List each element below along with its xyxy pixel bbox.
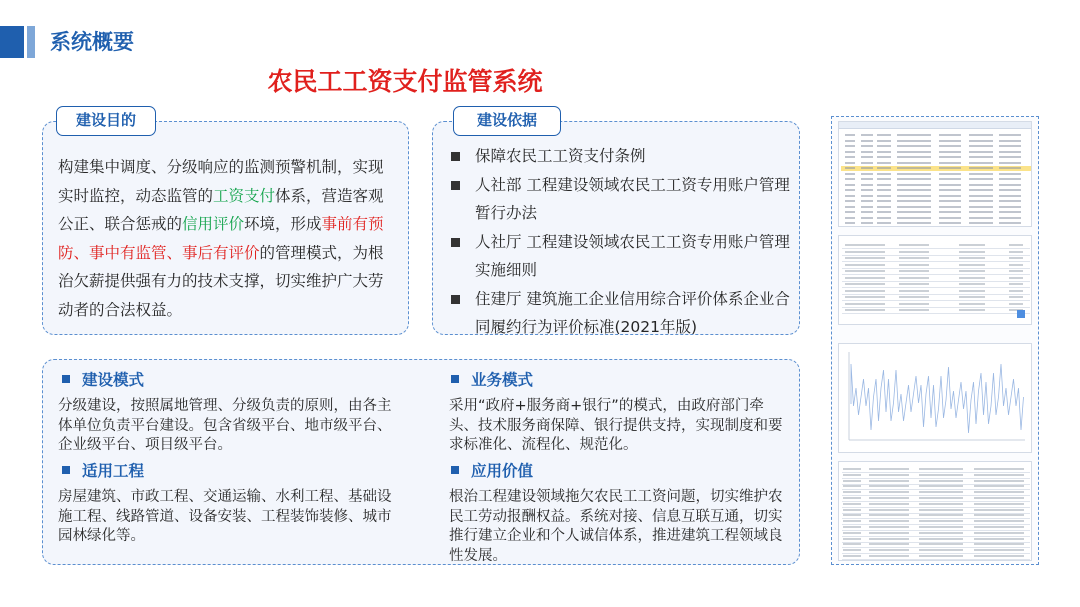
screenshot-cell [974, 491, 1024, 493]
screenshot-cell [897, 211, 931, 213]
screenshot-cell [919, 543, 963, 545]
screenshot-cell [974, 532, 1024, 534]
screenshot-cell [999, 173, 1021, 175]
screenshot-cell [939, 217, 961, 219]
screenshot-cell [969, 206, 993, 208]
screenshot-cell [969, 189, 993, 191]
screenshot-cell [974, 514, 1024, 516]
screenshot-cell [861, 173, 873, 175]
purpose-highlight-mode: 事前有预防、事中有监管、事后有评价 [58, 215, 384, 262]
screenshot-row-line [842, 268, 1030, 269]
screenshot-cell [999, 162, 1021, 164]
screenshot-cell [899, 303, 929, 305]
screenshot-cell [959, 290, 985, 292]
screenshot-cell [861, 167, 873, 169]
screenshot-cell [877, 217, 891, 219]
bullet-square-icon [451, 295, 460, 304]
screenshot-cell [843, 555, 861, 557]
screenshot-cell [869, 538, 909, 540]
screenshot-cell [869, 549, 909, 551]
screenshot-cell [897, 222, 931, 224]
screenshot-cell [999, 145, 1021, 147]
screenshot-record-list [838, 235, 1032, 325]
screenshot-cell [1009, 303, 1023, 305]
screenshot-cell [974, 509, 1024, 511]
screenshot-cell [969, 173, 993, 175]
screenshot-cell [999, 200, 1021, 202]
screenshot-cell [845, 244, 885, 246]
screenshot-row-line [842, 287, 1030, 288]
screenshot-cell [877, 189, 891, 191]
screenshot-cell [939, 206, 961, 208]
screenshot-cell [877, 222, 891, 224]
basis-item-text: 住建厅 建筑施工企业信用综合评价体系企业合同履约行为评价标准(2021年版) [475, 289, 790, 336]
bullet-square-icon [451, 152, 460, 161]
screenshot-pager-icon [1017, 310, 1025, 318]
screenshot-cell [843, 503, 861, 505]
screenshot-cell [1009, 257, 1023, 259]
screenshot-cell [877, 184, 891, 186]
screenshot-cell [1009, 290, 1023, 292]
screenshot-cell [939, 145, 961, 147]
purpose-label: 建设目的 [56, 106, 156, 136]
bullet-square-icon [451, 238, 460, 247]
screenshot-cell [959, 309, 985, 311]
screenshot-cell [861, 162, 873, 164]
basis-item-text: 人社厅 工程建设领域农民工工资专用账户管理实施细则 [475, 232, 790, 279]
purpose-segment: 构建集中调度、分级响应的监测预警机制，实现实时监控，动态监管的 [58, 158, 384, 205]
screenshot-cell [919, 480, 963, 482]
screenshot-cell [899, 283, 929, 285]
screenshot-toolbar [839, 122, 1031, 129]
screenshot-cell [877, 162, 891, 164]
screenshot-cell [869, 480, 909, 482]
screenshot-cell [919, 468, 963, 470]
purpose-highlight-credit: 信用评价 [182, 215, 245, 233]
screenshot-cell [861, 189, 873, 191]
applicable-projects-heading [62, 459, 144, 483]
screenshot-cell [845, 283, 885, 285]
screenshot-cell [861, 178, 873, 180]
screenshot-cell [899, 296, 929, 298]
screenshot-cell [845, 189, 855, 191]
screenshot-cell [869, 474, 909, 476]
screenshot-cell [899, 270, 929, 272]
construction-mode-title: 建设模式 [82, 371, 145, 389]
screenshot-cell [897, 162, 931, 164]
application-value-heading [451, 459, 533, 483]
screenshot-cell [919, 497, 963, 499]
screenshot-cell [843, 532, 861, 534]
screenshot-cell [869, 520, 909, 522]
screenshot-cell [845, 173, 855, 175]
screenshot-cell [845, 195, 855, 197]
screenshot-cell [869, 468, 909, 470]
screenshot-cell [974, 474, 1024, 476]
screenshot-cell [843, 485, 861, 487]
screenshot-cell [877, 140, 891, 142]
screenshot-cell [877, 167, 891, 169]
basis-item [449, 285, 791, 342]
screenshot-cell [897, 145, 931, 147]
screenshot-cell [845, 309, 885, 311]
screenshot-row-line [842, 294, 1030, 295]
screenshot-cell [969, 140, 993, 142]
screenshot-cell [897, 189, 931, 191]
applicable-projects-body: 房屋建筑、市政工程、交通运输、水利工程、基础设施工程、线路管道、设备安装、工程装饰装修、城市园林绿化等。 [58, 489, 392, 544]
screenshot-cell [861, 145, 873, 147]
screenshot-cell [897, 184, 931, 186]
screenshot-cell [969, 211, 993, 213]
basis-item-text: 保障农民工工资支付条例 [475, 147, 646, 165]
screenshot-cell [939, 195, 961, 197]
screenshot-cell [919, 526, 963, 528]
screenshot-cell [861, 184, 873, 186]
screenshot-cell [877, 145, 891, 147]
screenshot-cell [974, 526, 1024, 528]
screenshot-cell [959, 296, 985, 298]
screenshot-cell [969, 222, 993, 224]
purpose-segment: 的管理模式，为根治欠薪提供强有力的技术支撑，切实维护广大劳动者的合法权益。 [58, 243, 384, 319]
basis-item [449, 142, 791, 171]
screenshot-cell [843, 520, 861, 522]
screenshot-cell [869, 526, 909, 528]
screenshot-cell [845, 296, 885, 298]
screenshot-cell [843, 491, 861, 493]
screenshot-evaluation-form [838, 461, 1032, 561]
screenshot-cell [939, 173, 961, 175]
screenshot-cell [999, 156, 1021, 158]
screenshot-cell [939, 134, 961, 136]
application-value-body: 根治工程建设领域拖欠农民工工资问题，切实维护农民工劳动报酬权益。系统对接、信息互联互通，切实推行建立企业和个人诚信体系，推进建筑工程领域良性发展。 [449, 489, 783, 564]
screenshot-cell [999, 140, 1021, 142]
screenshot-cell [845, 140, 855, 142]
bullet-square-icon [62, 375, 70, 383]
screenshot-cell [899, 290, 929, 292]
basis-label: 建设依据 [453, 106, 561, 136]
screenshot-cell [845, 257, 885, 259]
screenshot-row-line [842, 281, 1030, 282]
screenshot-cell [919, 532, 963, 534]
business-mode-heading [451, 368, 533, 392]
screenshot-cell [899, 264, 929, 266]
screenshot-cell [969, 178, 993, 180]
screenshot-cell [1009, 251, 1023, 253]
screenshot-cell [959, 251, 985, 253]
screenshot-cell [861, 217, 873, 219]
bullet-square-icon [62, 466, 70, 474]
screenshot-cell [959, 257, 985, 259]
screenshot-cell [869, 497, 909, 499]
screenshot-cell [861, 222, 873, 224]
screenshot-cell [899, 251, 929, 253]
screenshot-cell [959, 277, 985, 279]
screenshot-cell [861, 134, 873, 136]
screenshot-cell [939, 140, 961, 142]
screenshot-row-line [842, 261, 1030, 262]
screenshot-cell [845, 134, 855, 136]
purpose-text [58, 153, 398, 324]
screenshot-cell [897, 217, 931, 219]
screenshot-cell [845, 206, 855, 208]
application-value-title: 应用价值 [471, 462, 534, 480]
screenshot-cell [861, 151, 873, 153]
screenshot-cell [939, 178, 961, 180]
screenshot-cell [897, 206, 931, 208]
screenshot-cell [939, 167, 961, 169]
screenshot-cell [877, 211, 891, 213]
screenshot-cell [897, 178, 931, 180]
screenshot-cell [845, 178, 855, 180]
screenshot-cell [843, 514, 861, 516]
screenshot-cell [999, 222, 1021, 224]
screenshot-row-line [842, 274, 1030, 275]
basis-item [449, 228, 791, 285]
screenshot-cell [843, 549, 861, 551]
screenshot-cell [969, 217, 993, 219]
basis-item-text: 人社部 工程建设领域农民工工资专用账户管理暂行办法 [475, 175, 790, 222]
screenshot-cell [974, 503, 1024, 505]
screenshot-cell [877, 151, 891, 153]
screenshot-row-line [842, 313, 1030, 314]
screenshot-cell [897, 156, 931, 158]
screenshot-cell [845, 217, 855, 219]
screenshot-cell [999, 217, 1021, 219]
screenshot-cell [877, 200, 891, 202]
construction-mode-heading [62, 368, 144, 392]
screenshot-cell [845, 270, 885, 272]
screenshot-cell [1009, 244, 1023, 246]
screenshot-cell [939, 151, 961, 153]
screenshot-row-line [842, 559, 1030, 560]
screenshot-cell [861, 200, 873, 202]
screenshot-cell [959, 270, 985, 272]
screenshot-cell [999, 206, 1021, 208]
applicable-projects-title: 适用工程 [82, 462, 145, 480]
screenshot-table-list [838, 121, 1032, 227]
screenshot-cell [843, 543, 861, 545]
main-title: 农民工工资支付监管系统 [267, 67, 543, 96]
bullet-square-icon [451, 466, 459, 474]
screenshot-cell [877, 206, 891, 208]
screenshot-cell [877, 195, 891, 197]
screenshot-cell [843, 480, 861, 482]
screenshot-row-line [842, 248, 1030, 249]
screenshot-cell [969, 167, 993, 169]
bullet-square-icon [451, 181, 460, 190]
screenshot-cell [999, 195, 1021, 197]
screenshot-cell [869, 491, 909, 493]
screenshot-cell [1009, 270, 1023, 272]
screenshot-cell [974, 468, 1024, 470]
construction-mode-body: 分级建设，按照属地管理、分级负责的原则，由各主体单位负责平台建设。包含省级平台、地市级平台、企业级平台、项目级平台。 [58, 398, 392, 453]
screenshot-cell [919, 485, 963, 487]
purpose-highlight-wage: 工资支付 [213, 186, 276, 205]
basis-item [449, 171, 791, 228]
screenshot-cell [969, 200, 993, 202]
screenshot-cell [845, 264, 885, 266]
screenshot-cell [861, 206, 873, 208]
screenshot-cell [861, 211, 873, 213]
screenshot-cell [843, 509, 861, 511]
screenshot-cell [897, 134, 931, 136]
screenshot-cell [959, 303, 985, 305]
screenshot-cell [974, 549, 1024, 551]
screenshot-cell [845, 277, 885, 279]
screenshot-cell [999, 189, 1021, 191]
screenshot-cell [1009, 277, 1023, 279]
screenshot-cell [974, 520, 1024, 522]
screenshot-cell [845, 303, 885, 305]
screenshot-cell [919, 549, 963, 551]
screenshot-cell [919, 520, 963, 522]
screenshot-cell [999, 184, 1021, 186]
screenshot-row-line [842, 300, 1030, 301]
screenshot-cell [919, 514, 963, 516]
screenshot-cell [974, 538, 1024, 540]
screenshot-cell [999, 211, 1021, 213]
purpose-segment: 环境，形成 [244, 215, 322, 233]
screenshot-cell [869, 509, 909, 511]
page-header-title: 系统概要 [50, 30, 134, 54]
screenshot-cell [861, 140, 873, 142]
screenshot-cell [939, 184, 961, 186]
screenshot-cell [939, 156, 961, 158]
screenshot-cell [897, 151, 931, 153]
screenshot-cell [999, 178, 1021, 180]
screenshot-cell [939, 200, 961, 202]
screenshot-cell [845, 211, 855, 213]
screenshot-cell [877, 134, 891, 136]
screenshot-cell [877, 173, 891, 175]
screenshot-cell [897, 195, 931, 197]
screenshot-cell [974, 497, 1024, 499]
screenshot-cell [959, 244, 985, 246]
screenshot-cell [897, 200, 931, 202]
screenshot-cell [919, 474, 963, 476]
screenshot-cell [974, 485, 1024, 487]
screenshot-cell [843, 526, 861, 528]
screenshot-cell [877, 156, 891, 158]
screenshot-cell [899, 257, 929, 259]
screenshot-cell [869, 555, 909, 557]
screenshot-cell [959, 283, 985, 285]
screenshot-cell [869, 543, 909, 545]
screenshot-cell [939, 162, 961, 164]
screenshot-line-chart [838, 343, 1032, 453]
screenshot-cell [843, 468, 861, 470]
screenshot-cell [845, 151, 855, 153]
screenshot-cell [899, 309, 929, 311]
screenshot-cell [969, 151, 993, 153]
screenshot-cell [999, 167, 1021, 169]
screenshot-cell [843, 474, 861, 476]
business-mode-body: 采用“政府+服务商+银行”的模式，由政府部门牵头、技术服务商保障、银行提供支持，实现制度和要求标准化、流程化、规范化。 [449, 398, 783, 453]
screenshot-cell [1009, 264, 1023, 266]
screenshot-cell [861, 195, 873, 197]
screenshot-row-line [842, 307, 1030, 308]
screenshot-cell [974, 543, 1024, 545]
screenshot-cell [877, 178, 891, 180]
screenshot-cell [845, 156, 855, 158]
screenshot-cell [969, 195, 993, 197]
screenshot-cell [845, 184, 855, 186]
purpose-segment: 体系，营造客观公正、联合惩戒的 [58, 186, 384, 233]
screenshot-cell [969, 134, 993, 136]
screenshot-cell [919, 491, 963, 493]
screenshot-cell [861, 156, 873, 158]
screenshot-cell [969, 162, 993, 164]
screenshot-cell [899, 277, 929, 279]
screenshot-cell [869, 532, 909, 534]
screenshot-cell [1009, 296, 1023, 298]
screenshot-cell [845, 222, 855, 224]
screenshot-cell [969, 184, 993, 186]
screenshot-cell [869, 514, 909, 516]
screenshot-cell [1009, 283, 1023, 285]
system-screenshots-frame [831, 116, 1039, 565]
screenshot-cell [974, 555, 1024, 557]
screenshot-cell [845, 251, 885, 253]
screenshot-cell [919, 555, 963, 557]
basis-list [449, 142, 791, 342]
screenshot-cell [845, 167, 855, 169]
screenshot-cell [899, 244, 929, 246]
screenshot-row-line [842, 255, 1030, 256]
screenshot-cell [843, 538, 861, 540]
screenshot-cell [919, 538, 963, 540]
screenshot-cell [969, 145, 993, 147]
screenshot-cell [845, 162, 855, 164]
screenshot-cell [999, 151, 1021, 153]
screenshot-cell [845, 290, 885, 292]
screenshot-cell [959, 264, 985, 266]
header-accent-bar [0, 26, 24, 58]
screenshot-cell [897, 140, 931, 142]
header-accent-bar-light [27, 26, 35, 58]
screenshot-cell [869, 503, 909, 505]
screenshot-cell [939, 189, 961, 191]
screenshot-cell [939, 211, 961, 213]
screenshot-cell [969, 156, 993, 158]
screenshot-cell [919, 503, 963, 505]
screenshot-cell [869, 485, 909, 487]
business-mode-title: 业务模式 [471, 371, 534, 389]
screenshot-cell [919, 509, 963, 511]
screenshot-cell [845, 145, 855, 147]
screenshot-cell [897, 167, 931, 169]
screenshot-cell [974, 480, 1024, 482]
screenshot-cell [897, 173, 931, 175]
screenshot-cell [939, 222, 961, 224]
screenshot-cell [843, 497, 861, 499]
screenshot-chart-svg [839, 344, 1032, 453]
bullet-square-icon [451, 375, 459, 383]
screenshot-cell [999, 134, 1021, 136]
screenshot-cell [845, 200, 855, 202]
